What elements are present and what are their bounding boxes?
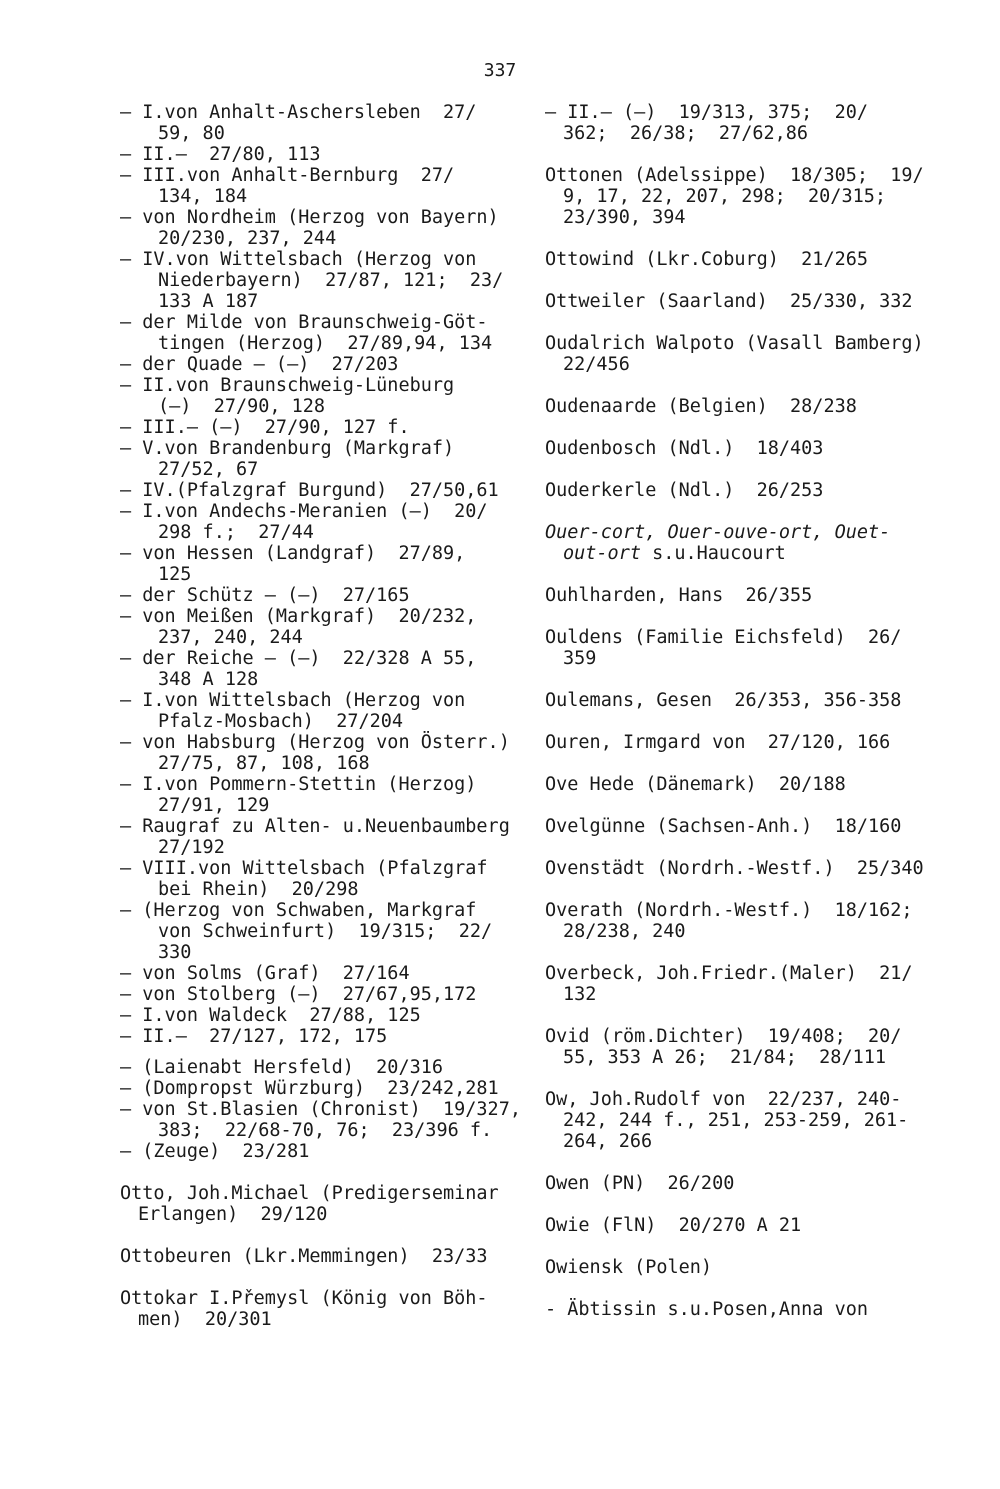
index-entry (545, 333, 965, 375)
entry-line: Ove Hede (Dänemark) 20/188 (545, 774, 846, 795)
entry-line: — (Laienabt Hersfeld) 20/316 (120, 1057, 444, 1078)
entry-line: Owen (PN) 26/200 (545, 1173, 735, 1194)
entry-line: Owiensk (Polen) (545, 1257, 713, 1278)
index-entry (120, 690, 520, 732)
entry-line: — der Quade — (—) 27/203 (120, 354, 399, 375)
index-entry (545, 291, 965, 312)
entry-line: Ottobeuren (Lkr.Memmingen) 23/33 (120, 1246, 488, 1267)
entry-line: Overbeck, Joh.Friedr.(Maler) 21/ (545, 963, 913, 984)
entry-line: Erlangen) 29/120 (138, 1204, 328, 1225)
index-entry (545, 1257, 965, 1278)
entry-line: — II.— (—) 19/313, 375; 20/ (545, 102, 869, 123)
entry-line: Ovelgünne (Sachsen-Anh.) 18/160 (545, 816, 902, 837)
entry-line: - Äbtissin s.u.Posen,Anna von (545, 1299, 869, 1320)
entry-line: — von Nordheim (Herzog von Bayern) (120, 207, 499, 228)
index-entry (545, 1299, 965, 1320)
entry-line: Oulemans, Gesen 26/353, 356-358 (545, 690, 902, 711)
index-entry (120, 858, 520, 900)
index-entry (120, 648, 520, 690)
entry-line: — I.von Andechs-Meranien (—) 20/ (120, 501, 488, 522)
entry-line: — von Solms (Graf) 27/164 (120, 963, 410, 984)
entry-line: Ow, Joh.Rudolf von 22/237, 240- (545, 1089, 902, 1110)
index-entry (120, 963, 520, 984)
entry-line: Ovenstädt (Nordrh.-Westf.) 25/340 (545, 858, 924, 879)
entry-line: 362; 26/38; 27/62,86 (563, 123, 809, 144)
index-entry (120, 984, 520, 1005)
entry-line: 359 (563, 648, 597, 669)
entry-line: — III.— (—) 27/90, 127 f. (120, 417, 410, 438)
entry-line: — der Reiche — (—) 22/328 A 55, (120, 648, 477, 669)
entry-line: 237, 240, 244 (158, 627, 303, 648)
entry-line: Oudalrich Walpoto (Vasall Bamberg) (545, 333, 924, 354)
entry-line: (—) 27/90, 128 (158, 396, 326, 417)
index-entry (120, 1246, 520, 1267)
index-entry (120, 606, 520, 648)
index-entry (120, 102, 520, 144)
index-entry (120, 774, 520, 816)
entry-line: — V.von Brandenburg (Markgraf) (120, 438, 455, 459)
entry-line: Ouldens (Familie Eichsfeld) 26/ (545, 627, 902, 648)
index-entry (120, 1026, 520, 1047)
index-entry (545, 963, 965, 1005)
index-entry (120, 1005, 520, 1026)
index-entry (545, 249, 965, 270)
index-entry (120, 165, 520, 207)
entry-line: — I.von Anhalt-Aschersleben 27/ (120, 102, 477, 123)
index-entry (120, 417, 520, 438)
entry-line: — der Milde von Braunschweig-Göt- (120, 312, 488, 333)
index-entry (120, 438, 520, 480)
entry-line: Ouhlharden, Hans 26/355 (545, 585, 813, 606)
entry-line: 55, 353 A 26; 21/84; 28/111 (563, 1047, 887, 1068)
entry-line: — IV.(Pfalzgraf Burgund) 27/50,61 (120, 480, 499, 501)
entry-line: 23/390, 394 (563, 207, 686, 228)
entry-line: — VIII.von Wittelsbach (Pfalzgraf (120, 858, 488, 879)
index-entry (120, 1057, 520, 1078)
index-entry (545, 816, 965, 837)
index-entry (545, 732, 965, 753)
index-entry (120, 480, 520, 501)
left-column (120, 102, 520, 1330)
entry-line: 132 (563, 984, 597, 1005)
index-entry (120, 354, 520, 375)
index-entry (545, 1089, 965, 1152)
entry-line: Ottonen (Adelssippe) 18/305; 19/ (545, 165, 924, 186)
entry-line: Ovid (röm.Dichter) 19/408; 20/ (545, 1026, 902, 1047)
entry-line: 298 f.; 27/44 (158, 522, 314, 543)
entry-line: 330 (158, 942, 192, 963)
entry-line: 27/91, 129 (158, 795, 270, 816)
entry-line: — von Stolberg (—) 27/67,95,172 (120, 984, 477, 1005)
entry-line: 383; 22/68-70, 76; 23/396 f. (158, 1120, 493, 1141)
entry-line: 348 A 128 (158, 669, 259, 690)
entry-line: 27/192 (158, 837, 225, 858)
entry-line: Otto, Joh.Michael (Predigerseminar (120, 1183, 499, 1204)
index-entry (545, 102, 965, 144)
index-entry (545, 585, 965, 606)
entry-line: — II.— 27/127, 172, 175 (120, 1026, 388, 1047)
entry-line: 20/230, 237, 244 (158, 228, 337, 249)
entry-line: 134, 184 (158, 186, 248, 207)
index-entry (120, 312, 520, 354)
entry-line: — III.von Anhalt-Bernburg 27/ (120, 165, 455, 186)
right-column (545, 102, 965, 1320)
entry-line: — von Habsburg (Herzog von Österr.) (120, 732, 510, 753)
index-entry (545, 690, 965, 711)
entry-line: Oudenbosch (Ndl.) 18/403 (545, 438, 824, 459)
index-entry (545, 1026, 965, 1068)
entry-line: von Schweinfurt) 19/315; 22/ (158, 921, 493, 942)
index-entry (545, 774, 965, 795)
index-entry (120, 585, 520, 606)
entry-line: — der Schütz — (—) 27/165 (120, 585, 410, 606)
entry-line: Niederbayern) 27/87, 121; 23/ (158, 270, 504, 291)
index-entry (545, 627, 965, 669)
entry-line: Ottweiler (Saarland) 25/330, 332 (545, 291, 913, 312)
entry-line: 242, 244 f., 251, 253-259, 261- (563, 1110, 909, 1131)
entry-line: 22/456 (563, 354, 630, 375)
entry-line: — IV.von Wittelsbach (Herzog von (120, 249, 477, 270)
entry-line: Ottokar I.Přemysl (König von Böh- (120, 1288, 488, 1309)
index-entry (120, 1078, 520, 1099)
entry-line: 27/52, 67 (158, 459, 259, 480)
entry-line: 28/238, 240 (563, 921, 686, 942)
index-entry (545, 438, 965, 459)
entry-line: — von St.Blasien (Chronist) 19/327, (120, 1099, 521, 1120)
entry-line: 59, 80 (158, 123, 225, 144)
entry-line: Overath (Nordrh.-Westf.) 18/162; (545, 900, 913, 921)
entry-line: Ottowind (Lkr.Coburg) 21/265 (545, 249, 869, 270)
index-entry (120, 1288, 520, 1330)
entry-line: 27/75, 87, 108, 168 (158, 753, 370, 774)
page-number: 337 (483, 60, 517, 81)
entry-line: Pfalz-Mosbach) 27/204 (158, 711, 404, 732)
index-entry (120, 543, 520, 585)
entry-line: — I.von Wittelsbach (Herzog von (120, 690, 466, 711)
index-entry (120, 375, 520, 417)
index-entry (545, 1215, 965, 1236)
index-entry (120, 249, 520, 312)
index-entry (120, 1099, 520, 1141)
entry-line: — II.— 27/80, 113 (120, 144, 321, 165)
index-entry (120, 1183, 520, 1225)
index-entry (120, 816, 520, 858)
entry-line: tingen (Herzog) 27/89,94, 134 (158, 333, 493, 354)
entry-line: — II.von Braunschweig-Lüneburg (120, 375, 455, 396)
entry-line: 125 (158, 564, 192, 585)
index-entry (120, 501, 520, 543)
entry-line: 133 A 187 (158, 291, 259, 312)
entry-line: — I.von Waldeck 27/88, 125 (120, 1005, 421, 1026)
index-entry (120, 207, 520, 249)
entry-line: Ouer-cort, Ouer-ouve-ort, Ouet- (545, 522, 891, 543)
index-entry (545, 900, 965, 942)
entry-line: — (Herzog von Schwaben, Markgraf (120, 900, 477, 921)
entry-line: bei Rhein) 20/298 (158, 879, 359, 900)
entry-line: — von Meißen (Markgraf) 20/232, (120, 606, 477, 627)
entry-line: out-ort s.u.Haucourt (563, 543, 786, 564)
index-entry (120, 1141, 520, 1162)
entry-line: men) 20/301 (138, 1309, 272, 1330)
entry-line: 264, 266 (563, 1131, 653, 1152)
entry-line: Owie (FlN) 20/270 A 21 (545, 1215, 802, 1236)
entry-line: — (Dompropst Würzburg) 23/242,281 (120, 1078, 499, 1099)
index-entry (545, 396, 965, 417)
index-entry (545, 858, 965, 879)
index-entry (545, 480, 965, 501)
index-entry (120, 900, 520, 963)
index-entry (120, 144, 520, 165)
entry-line: — Raugraf zu Alten- u.Neuenbaumberg (120, 816, 510, 837)
entry-line: — (Zeuge) 23/281 (120, 1141, 310, 1162)
entry-line: Ouderkerle (Ndl.) 26/253 (545, 480, 824, 501)
index-entry (545, 165, 965, 228)
entry-line: 9, 17, 22, 207, 298; 20/315; (563, 186, 887, 207)
entry-line: Ouren, Irmgard von 27/120, 166 (545, 732, 891, 753)
entry-line: — von Hessen (Landgraf) 27/89, (120, 543, 466, 564)
index-entry (545, 522, 965, 564)
entry-line: — I.von Pommern-Stettin (Herzog) (120, 774, 477, 795)
index-entry (120, 732, 520, 774)
index-entry (545, 1173, 965, 1194)
entry-line: Oudenaarde (Belgien) 28/238 (545, 396, 857, 417)
